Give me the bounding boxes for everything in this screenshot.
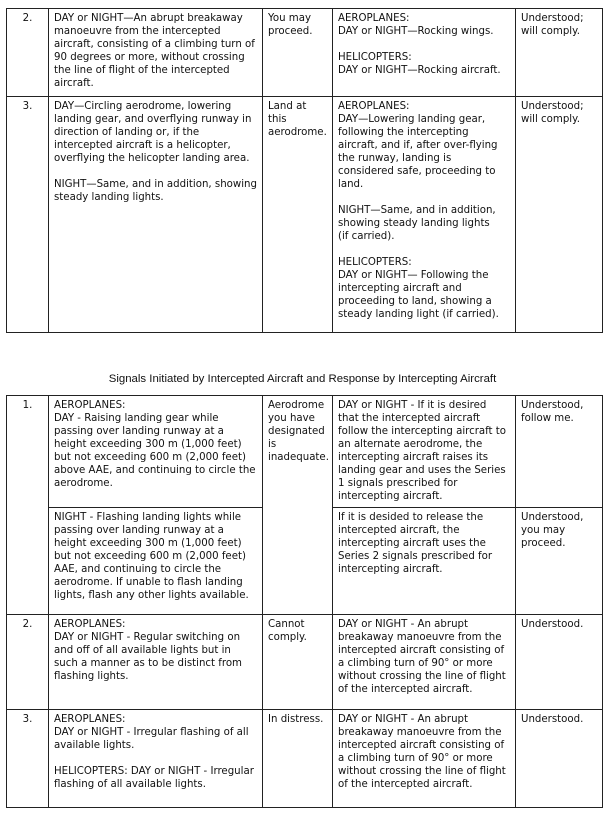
response-text: HELICOPTERS: DAY or NIGHT— Following the intercepting aircraft and proceeding to land, showing a steady landing light (if carried). [338, 257, 499, 320]
response-text: AEROPLANES: DAY or NIGHT—Rocking wings. [338, 13, 494, 37]
response-text: NIGHT—Same, and in addition, showing steady landing lights (if carried). [338, 205, 496, 242]
meaning-cell: Aerodrome you have designated is inadequate. [263, 396, 333, 615]
meaning-cell: In distress. [263, 710, 333, 808]
response-text: DAY or NIGHT - An abrupt breakaway manoeuvre from the intercepted aircraft consisting of a climbing turn of 90° or more without crossing the line of flight of the intercepted aircraft. [338, 619, 506, 695]
response-text: AEROPLANES: DAY—Lowering landing gear, following the intercepting aircraft, and if, after over-flying the runway, landing is considered safe, proceeding to land. [338, 101, 498, 190]
intercepted-signals-table [6, 395, 603, 808]
intercepted-signal-cell [49, 508, 263, 615]
signal-text: NIGHT - Flashing landing lights while passing over landing runway at a height exceeding 300 m (1,000 feet) but not exceeding 600 m (2,000 feet) AAE, and continuing to circle the aerodrome. If unable to flash landing lights, flash any other lights available. [54, 512, 249, 601]
signal-text: AEROPLANES: DAY or NIGHT - Regular switching on and off of all available lights but in such a manner as to be distinct from flashing lights. [54, 619, 242, 682]
table-row [7, 9, 603, 97]
response-meaning-cell: Understood; will comply. [516, 9, 603, 97]
intercepting-signal-cell [49, 97, 263, 333]
response-cell [333, 97, 516, 333]
response-text: HELICOPTERS: DAY or NIGHT—Rocking aircraft. [338, 52, 501, 76]
signal-text: HELICOPTERS: DAY or NIGHT - Irregular flashing of all available lights. [54, 766, 254, 790]
response-text: DAY or NIGHT - If it is desired that the intercepted aircraft follow the intercepting aircraft to an alternate aerodrome, the intercepting aircraft raises its landing gear and uses the Series 1 signals prescribed for intercepting aircraft. [338, 400, 507, 502]
meaning-cell: You may proceed. [263, 9, 333, 97]
row-number: 2. [7, 9, 49, 97]
intercepted-signal-cell [49, 710, 263, 808]
response-meaning-cell: Understood, you may proceed. [516, 508, 603, 615]
response-meaning-cell: Understood. [516, 710, 603, 808]
response-cell [333, 9, 516, 97]
table-row [7, 615, 603, 710]
signal-text: AEROPLANES: DAY or NIGHT - Irregular flashing of all available lights. [54, 714, 249, 751]
section-title: Signals Initiated by Intercepted Aircraft and Response by Intercepting Aircraft [108, 373, 497, 385]
signal-text: DAY—Circling aerodrome, lowering landing gear, and overflying runway in direction of landing or, if the intercepted aircraft is a helicopter, overflying the helicopter landing area. [54, 101, 252, 164]
intercepting-signal-cell [49, 9, 263, 97]
intercepted-signal-cell [49, 396, 263, 508]
response-meaning-cell: Understood. [516, 615, 603, 710]
signal-text: AEROPLANES: DAY - Raising landing gear while passing over landing runway at a height exceeding 300 m (1,000 feet) but not exceeding 600 m (2,000 feet) above AAE, and continuing to circle the aerodrome. [54, 400, 256, 489]
row-number: 3. [7, 97, 49, 333]
response-cell [333, 396, 516, 508]
response-cell [333, 710, 516, 808]
row-number: 3. [7, 710, 49, 808]
row-number: 1. [7, 396, 49, 615]
response-meaning-cell: Understood; will comply. [516, 97, 603, 333]
response-text: If it is desided to release the intercepted aircraft, the intercepting aircraft uses the Series 2 signals prescribed for intercepting aircraft. [338, 512, 493, 575]
response-cell [333, 508, 516, 615]
signal-text: NIGHT—Same, and in addition, showing steady landing lights. [54, 179, 257, 203]
row-number: 2. [7, 615, 49, 710]
response-meaning-cell: Understood, follow me. [516, 396, 603, 508]
table-row [7, 97, 603, 333]
intercepted-signal-cell [49, 615, 263, 710]
table-row [7, 396, 603, 508]
signal-text: DAY or NIGHT—An abrupt breakaway manoeuvre from the intercepted aircraft, consisting of a climbing turn of 90 degrees or more, without crossing the line of flight of the intercepted aircraft. [54, 13, 255, 89]
table-row [7, 710, 603, 808]
intercepting-signals-table [6, 8, 603, 333]
meaning-cell: Land at this aerodrome. [263, 97, 333, 333]
response-cell [333, 615, 516, 710]
response-text: DAY or NIGHT - An abrupt breakaway manoeuvre from the intercepted aircraft consisting of a climbing turn of 90° or more without crossing the line of flight of the intercepted aircraft. [338, 714, 506, 790]
meaning-cell: Cannot comply. [263, 615, 333, 710]
